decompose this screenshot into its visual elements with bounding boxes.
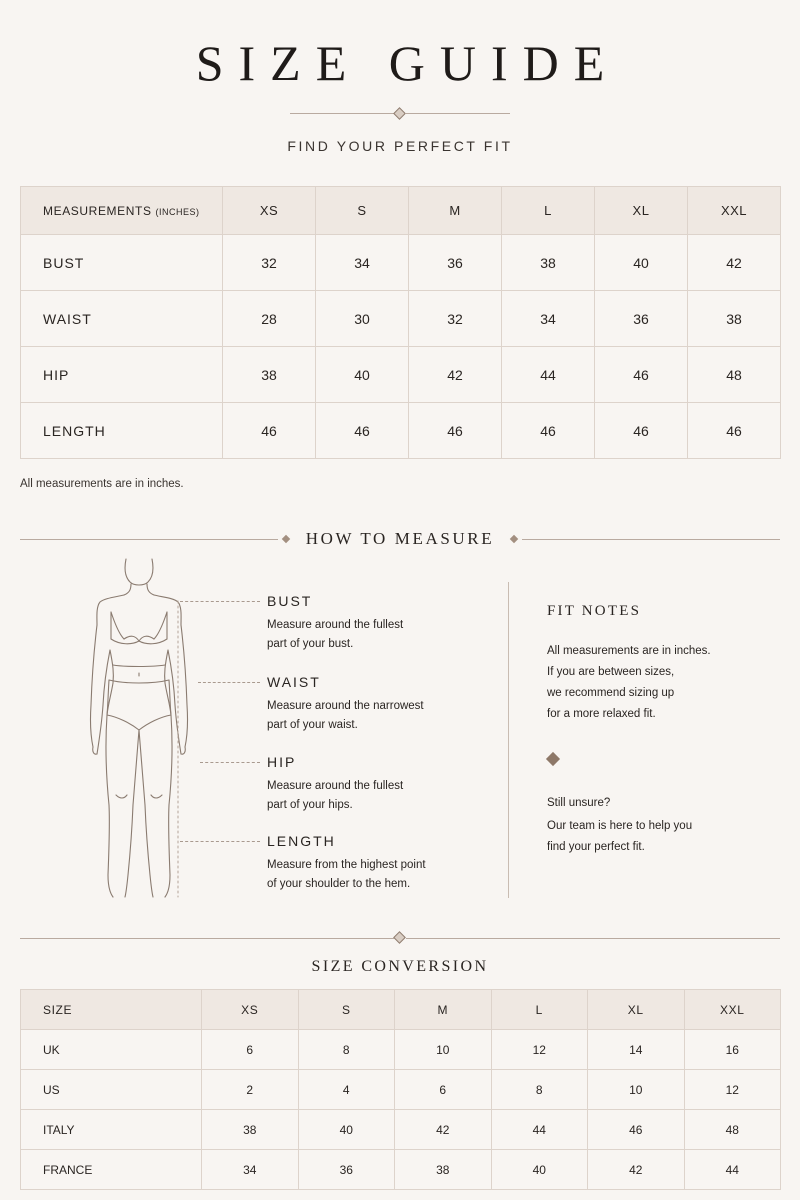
table-row-bust: [21, 235, 781, 291]
hip-description-line2: part of your hips.: [267, 799, 353, 811]
table-cell: 8: [298, 1030, 395, 1070]
bust-guide-line: [180, 601, 260, 602]
table-row-hip: [21, 347, 781, 403]
table-row-france: [21, 1150, 781, 1190]
fit-notes-title: FIT NOTES: [547, 603, 642, 619]
hip-guide-line: [200, 762, 260, 763]
waist-instruction: [267, 674, 487, 735]
table-cell: 40: [316, 347, 409, 403]
table-row-italy: [21, 1110, 781, 1150]
measurements-table: [20, 186, 781, 459]
row-label: LENGTH: [21, 403, 223, 459]
row-label: WAIST: [21, 291, 223, 347]
table-cell: 44: [502, 347, 595, 403]
length-description-line1: Measure from the highest point: [267, 859, 426, 871]
table-cell: 40: [298, 1110, 395, 1150]
row-label: FRANCE: [21, 1150, 202, 1190]
bust-instruction: [267, 593, 487, 654]
page-title: SIZE GUIDE: [195, 35, 620, 91]
size-header-xs: XS: [223, 187, 316, 235]
table-cell: 38: [502, 235, 595, 291]
size-conversion-table: [20, 989, 781, 1190]
size-conversion-title: SIZE CONVERSION: [311, 958, 489, 975]
section-vertical-divider: [508, 582, 509, 898]
table-cell: 46: [595, 347, 688, 403]
table-cell: 16: [684, 1030, 781, 1070]
measurements-note: All measurements are in inches.: [20, 478, 184, 490]
table-cell: 48: [688, 347, 781, 403]
table-cell: 38: [223, 347, 316, 403]
table-cell: 36: [409, 235, 502, 291]
table-cell: 40: [491, 1150, 588, 1190]
conversion-divider-left: [20, 938, 394, 939]
help-note-line: Still unsure?: [547, 797, 611, 809]
conversion-header-row: [21, 990, 781, 1030]
table-cell: 48: [684, 1110, 781, 1150]
fit-note-line: All measurements are in inches.: [547, 645, 711, 657]
hip-instruction: [267, 754, 487, 815]
row-label: UK: [21, 1030, 202, 1070]
title-diamond-ornament: [393, 107, 406, 120]
conversion-size-s: S: [298, 990, 395, 1030]
table-cell: 6: [202, 1030, 299, 1070]
table-row-waist: [21, 291, 781, 347]
page-subtitle: FIND YOUR PERFECT FIT: [287, 138, 513, 154]
fit-notes-body: [547, 641, 711, 725]
table-cell: 36: [298, 1150, 395, 1190]
table-row-uk: [21, 1030, 781, 1070]
table-cell: 14: [588, 1030, 685, 1070]
how-to-measure-title: HOW TO MEASURE: [305, 529, 495, 548]
table-cell: 10: [588, 1070, 685, 1110]
bust-description-line2: part of your bust.: [267, 638, 354, 650]
table-cell: 46: [502, 403, 595, 459]
table-cell: 44: [684, 1150, 781, 1190]
table-cell: 8: [491, 1070, 588, 1110]
table-cell: 46: [409, 403, 502, 459]
table-cell: 10: [395, 1030, 492, 1070]
header-unit-text: (INCHES): [155, 206, 200, 217]
conversion-size-xxl: XXL: [684, 990, 781, 1030]
fit-note-line: If you are between sizes,: [547, 666, 675, 678]
waist-guide-line: [198, 682, 260, 683]
size-header-l: L: [502, 187, 595, 235]
row-label: US: [21, 1070, 202, 1110]
measurements-header-row: [21, 187, 781, 235]
row-label: ITALY: [21, 1110, 202, 1150]
size-header-m: M: [409, 187, 502, 235]
help-note-line: find your perfect fit.: [547, 841, 645, 853]
table-row-us: [21, 1070, 781, 1110]
table-cell: 34: [316, 235, 409, 291]
conversion-size-xl: XL: [588, 990, 685, 1030]
header-label-text: MEASUREMENTS: [43, 203, 152, 218]
table-cell: 46: [588, 1110, 685, 1150]
table-cell: 46: [316, 403, 409, 459]
waist-description-line1: Measure around the narrowest: [267, 700, 424, 712]
table-cell: 42: [588, 1150, 685, 1190]
table-cell: 4: [298, 1070, 395, 1110]
table-cell: 32: [223, 235, 316, 291]
table-cell: 38: [688, 291, 781, 347]
table-cell: 44: [491, 1110, 588, 1150]
table-row-length: [21, 403, 781, 459]
hip-heading: HIP: [267, 754, 297, 770]
conversion-divider-right: [406, 938, 780, 939]
waist-heading: WAIST: [267, 674, 321, 690]
size-header-s: S: [316, 187, 409, 235]
conversion-size-m: M: [395, 990, 492, 1030]
bust-heading: BUST: [267, 593, 313, 609]
size-header-xxl: XXL: [688, 187, 781, 235]
length-description-line2: of your shoulder to the hem.: [267, 878, 411, 890]
table-cell: 46: [595, 403, 688, 459]
row-label: HIP: [21, 347, 223, 403]
table-cell: 34: [502, 291, 595, 347]
table-cell: 32: [409, 291, 502, 347]
table-cell: 36: [595, 291, 688, 347]
table-cell: 42: [409, 347, 502, 403]
conversion-header-label: SIZE: [21, 990, 202, 1030]
conversion-size-xs: XS: [202, 990, 299, 1030]
table-cell: 12: [491, 1030, 588, 1070]
body-outline-figure: [80, 555, 200, 900]
help-note-line: Our team is here to help you: [547, 820, 693, 832]
bust-description-line1: Measure around the fullest: [267, 619, 404, 631]
title-divider-right: [406, 113, 510, 114]
waist-description-line2: part of your waist.: [267, 719, 358, 731]
table-cell: 42: [395, 1110, 492, 1150]
table-cell: 46: [223, 403, 316, 459]
table-cell: 42: [688, 235, 781, 291]
table-cell: 2: [202, 1070, 299, 1110]
hip-description-line1: Measure around the fullest: [267, 780, 404, 792]
table-cell: 28: [223, 291, 316, 347]
how-divider-right: [522, 539, 780, 540]
table-cell: 46: [688, 403, 781, 459]
help-note: [547, 793, 692, 858]
title-divider-left: [290, 113, 394, 114]
length-instruction: [267, 833, 487, 894]
measurements-header-label: [21, 187, 223, 235]
fit-note-line: for a more relaxed fit.: [547, 708, 656, 720]
table-cell: 34: [202, 1150, 299, 1190]
table-cell: 40: [595, 235, 688, 291]
table-cell: 38: [395, 1150, 492, 1190]
table-cell: 38: [202, 1110, 299, 1150]
size-header-xl: XL: [595, 187, 688, 235]
row-label: BUST: [21, 235, 223, 291]
fit-notes-diamond-icon: [546, 752, 560, 766]
fit-note-line: we recommend sizing up: [547, 687, 675, 699]
length-guide-line: [180, 841, 260, 842]
table-cell: 6: [395, 1070, 492, 1110]
length-heading: LENGTH: [267, 833, 336, 849]
table-cell: 30: [316, 291, 409, 347]
conversion-diamond-ornament: [393, 931, 406, 944]
conversion-size-l: L: [491, 990, 588, 1030]
table-cell: 12: [684, 1070, 781, 1110]
